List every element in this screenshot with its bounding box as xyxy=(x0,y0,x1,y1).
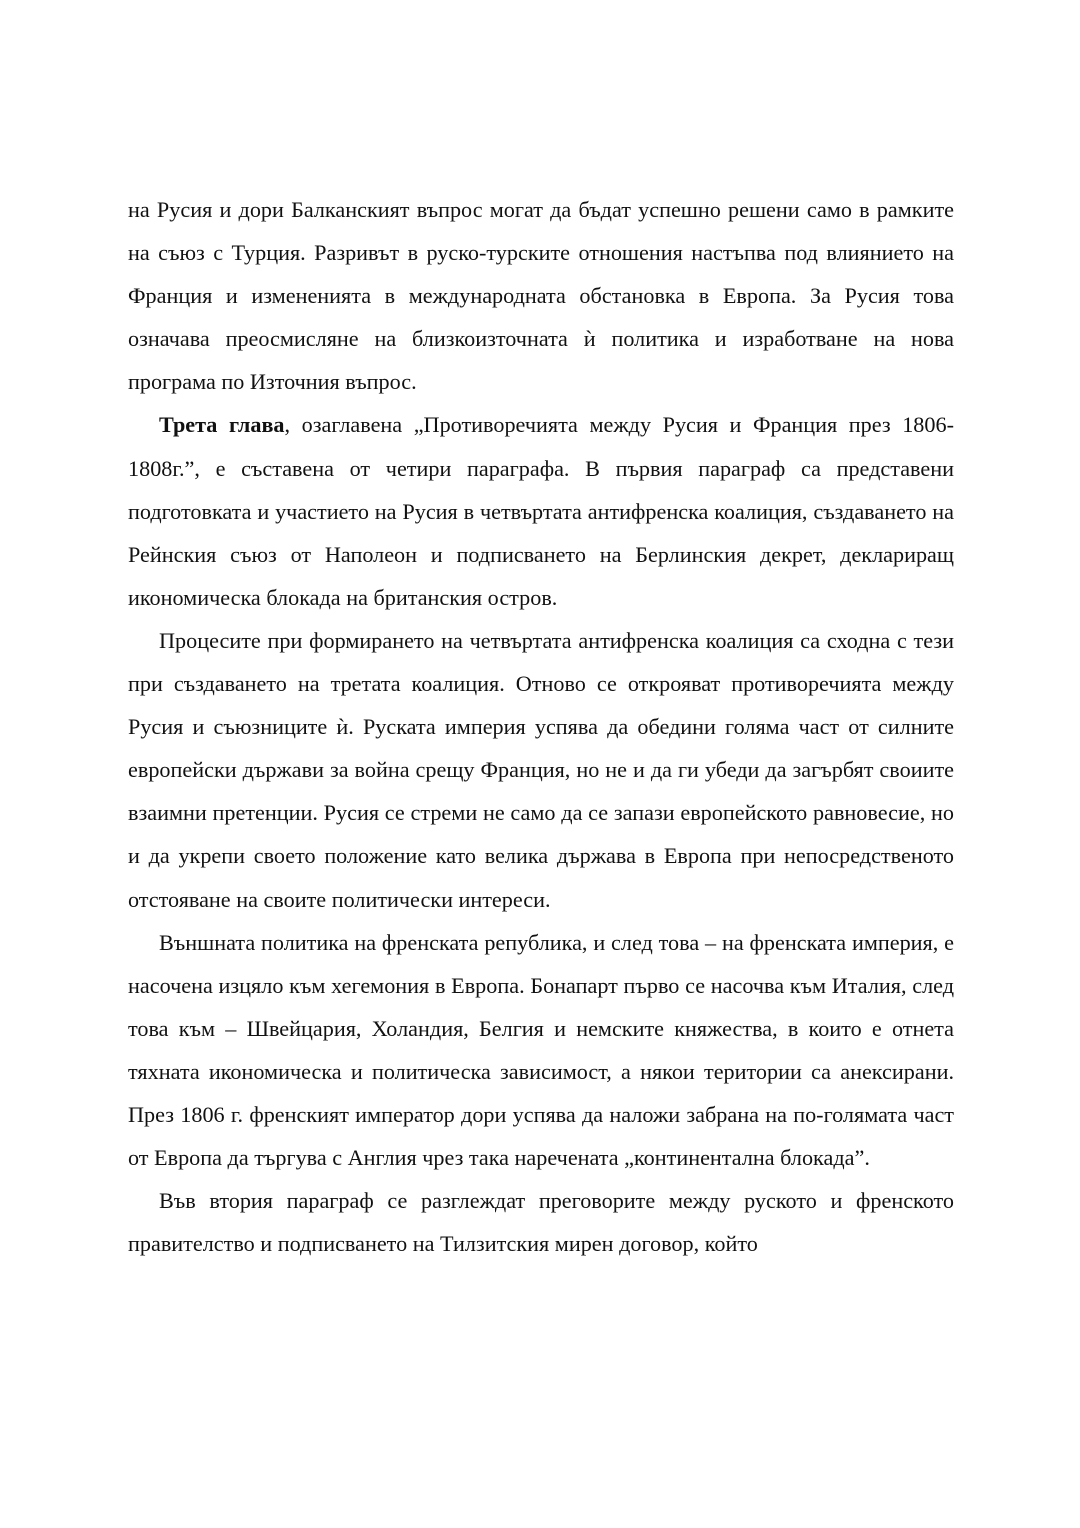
paragraph-continuation xyxy=(128,188,954,403)
document-page xyxy=(128,188,954,1265)
paragraph-text: Процесите при формирането на четвъртата антифренска коалиция са сходна с тези при създаването на третата коалиция. Отново се открояват противоречията между Русия и съюзниците ѝ. Руската империя успява да обедини голяма част от силните европейски държави за война срещу Франция, но не и да ги убеди да загърбят своиите взаимни претенции. Русия се стреми не само да се запази европейското равновесие, но и да укрепи своето положение като велика държава в Европа при непосредственото отстояване на своите политически интереси. xyxy=(128,627,954,912)
paragraph-second-section xyxy=(128,1179,954,1265)
paragraph-text: Външната политика на френската република, и след това – на френската империя, е насочена изцяло към хегемония в Европа. Бонапарт първо се насочва към Италия, след това към – Швейцария, Холандия, Белгия и немските княжества, в които е отнета тяхната икономическа и политическа зависимост, а някои територии са анексирани. През 1806 г. френският император дори успява да наложи забрана на по-голямата част от Европа да търгува с Англия чрез така наречената „континентална блокада”. xyxy=(128,929,954,1171)
paragraph-text: Във втория параграф се разглеждат преговорите между руското и френското правителство и подписването на Тилзитския мирен договор, който xyxy=(128,1188,954,1257)
paragraph-french-policy xyxy=(128,921,954,1180)
chapter-heading-bold: Трета глава xyxy=(159,412,285,438)
paragraph-text: , озаглавена „Противоречията между Русия и Франция през 1806-1808г.”, е съставена от четири параграфа. В първия параграф са представени подготовката и участието на Русия в четвъртата антифренска коалиция, създаването на Рейнския съюз от Наполеон и подписването на Берлинския декрет, деклариращ икономическа блокада на британския остров. xyxy=(128,412,954,610)
paragraph-chapter-three xyxy=(128,403,954,618)
paragraph-coalition xyxy=(128,619,954,921)
paragraph-text: на Русия и дори Балканският въпрос могат да бъдат успешно решени само в рамките на съюз с Турция. Разривът в руско-турските отношения настъпва под влиянието на Франция и измененията в международната обстановка в Европа. За Русия това означава преосмисляне на близкоизточната ѝ политика и изработване на нова програма по Източния въпрос. xyxy=(128,197,954,395)
